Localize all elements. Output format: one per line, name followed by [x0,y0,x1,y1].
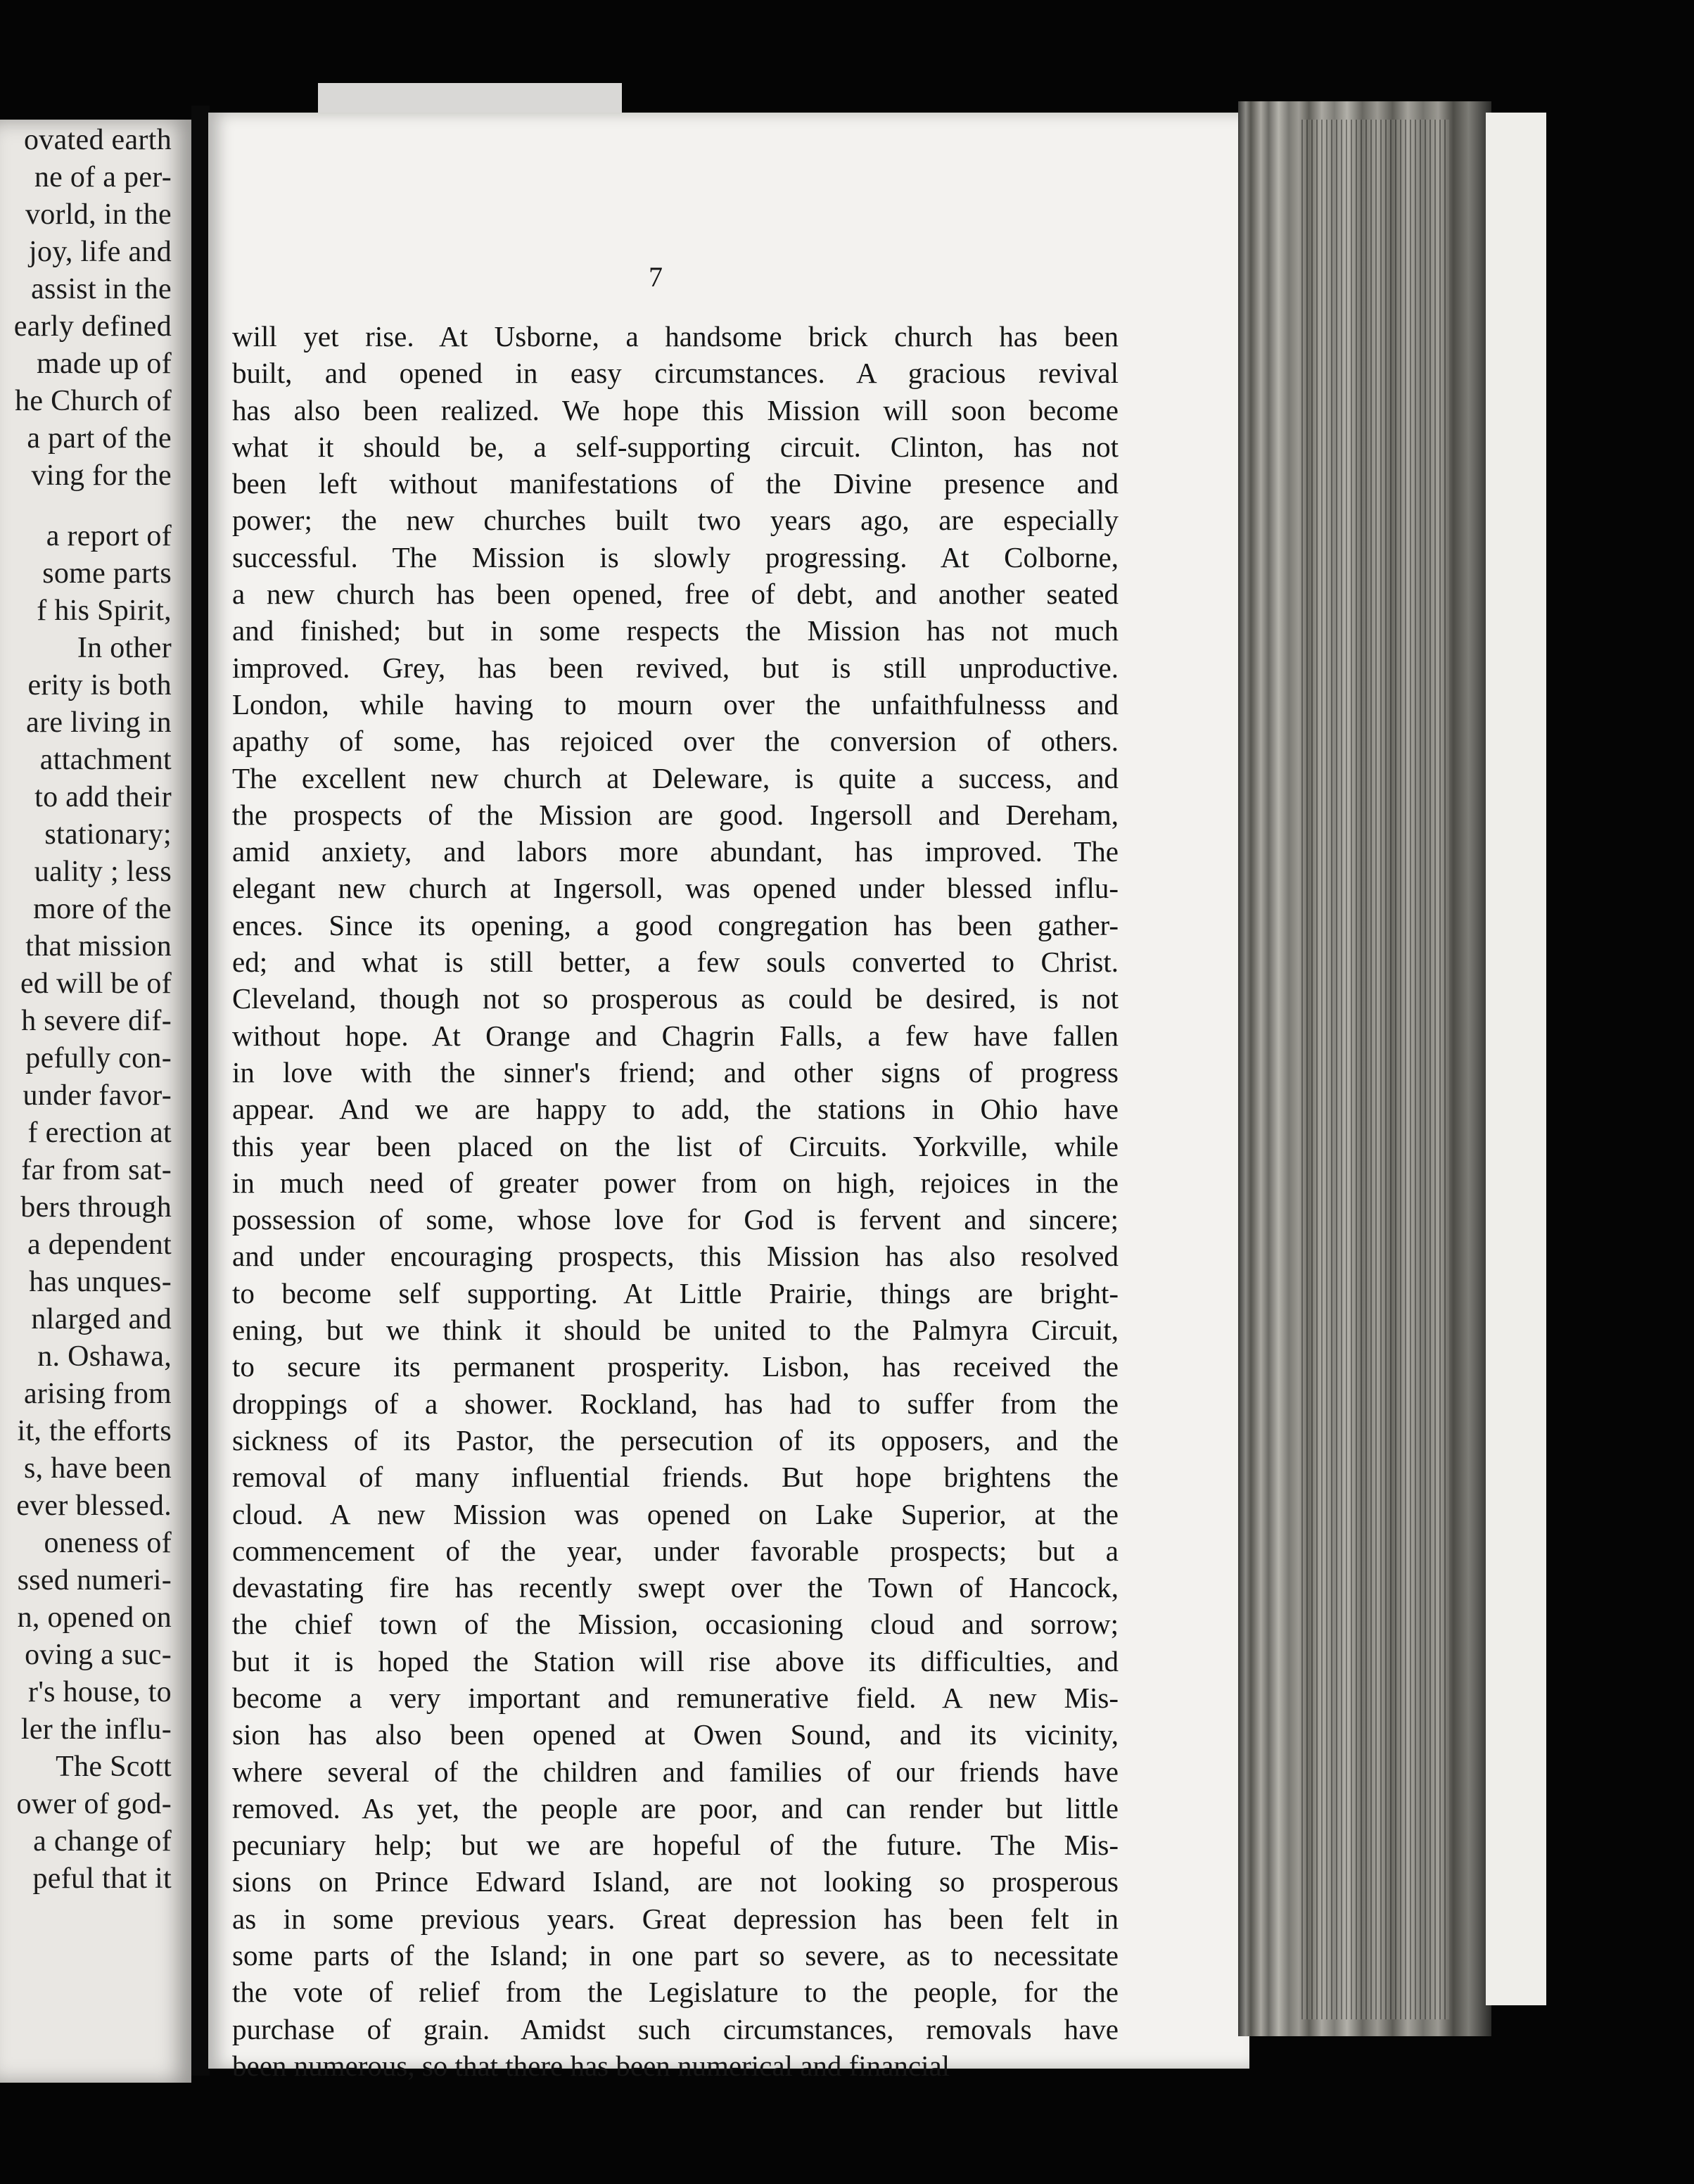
body-text-line: possession of some, whose love for God is fervent and sincere; [232,1203,1119,1236]
left-page-line: more of the [33,893,172,925]
left-page-line: n. Oshawa, [37,1340,172,1373]
body-text-line: sickness of its Pastor, the persecution of its opposers, and the [232,1423,1119,1456]
left-page-line: it, the efforts [17,1415,172,1447]
body-text-line: purchase of grain. Amidst such circumstances, removals have [232,2012,1119,2045]
body-text-line: the prospects of the Mission are good. Ingersoll and Dereham, [232,798,1119,831]
left-page-line: stationary; [44,818,172,851]
left-page-line: are living in [26,706,172,739]
body-text-line: removed. As yet, the people are poor, and can render but little [232,1791,1119,1824]
left-page-line: ovated earth [24,124,172,156]
left-page-line: ving for the [31,459,172,492]
body-text-line: in much need of greater power from on high, rejoices in the [232,1166,1119,1199]
left-page-line: nlarged and [31,1303,172,1335]
left-page-line: ne of a per- [34,161,172,193]
left-page-line: In other [77,632,172,664]
body-text-line: droppings of a shower. Rockland, has had to suffer from the [232,1387,1119,1420]
left-page-line: bers through [20,1191,172,1224]
left-page-line: has unques- [29,1266,172,1298]
body-text-line: elegant new church at Ingersoll, was opened under blessed influ- [232,872,1119,905]
left-page-line: pefully con- [25,1042,172,1074]
left-page-line: vorld, in the [25,198,172,231]
left-page-line: attachment [39,744,172,776]
left-facing-page [0,120,191,2083]
left-page-line: a change of [33,1825,172,1858]
body-text-line: The excellent new church at Deleware, is quite a success, and [232,761,1119,794]
body-text-line: to become self supporting. At Little Prairie, things are bright- [232,1276,1119,1309]
left-page-line: a report of [46,520,172,552]
left-page-line: under favor- [23,1079,172,1112]
left-page-line: that mission [25,930,172,963]
left-page-line: erity is both [27,669,172,701]
left-page-line: a part of the [27,422,172,455]
body-text-line: removal of many influential friends. But hope brightens the [232,1461,1119,1494]
body-text-line: but it is hoped the Station will rise above its difficulties, and [232,1644,1119,1677]
body-text-line: Cleveland, though not so prosperous as could be desired, is not [232,982,1119,1015]
page-edges-texture [1301,120,1449,2019]
body-text-line: apathy of some, has rejoiced over the conversion of others. [232,725,1119,758]
body-text-line: has also been realized. We hope this Mission will soon become [232,393,1119,426]
left-page-line: arising from [23,1378,172,1410]
left-page-line: uality ; less [34,856,172,888]
left-page-line: peful that it [32,1862,172,1895]
body-text-line: in love with the sinner's friend; and other signs of progress [232,1055,1119,1088]
body-text-line: as in some previous years. Great depression has been felt in [232,1902,1119,1935]
left-page-line: ed will be of [20,967,172,1000]
book-gutter [191,106,210,2076]
body-text-line: and under encouraging prospects, this Mission has also resolved [232,1240,1119,1273]
left-page-line: assist in the [31,273,172,305]
body-text-line: power; the new churches built two years ago, are especially [232,504,1119,537]
left-page-line: ever blessed. [16,1490,172,1522]
body-text-line: ening, but we think it should be united to the Palmyra Circuit, [232,1314,1119,1347]
body-text-line: sion has also been opened at Owen Sound, and its vicinity, [232,1718,1119,1751]
body-text-line: will yet rise. At Usborne, a handsome brick church has been [232,320,1119,353]
left-page-line: to add their [34,781,172,813]
body-text-line: the chief town of the Mission, occasioning cloud and sorrow; [232,1608,1119,1641]
body-text-line: the vote of relief from the Legislature to the people, for the [232,1976,1119,2009]
body-text-line: what it should be, a self-supporting circuit. Clinton, has not [232,430,1119,463]
left-page-line: made up of [37,348,172,380]
left-page-line: early defined [13,310,172,343]
body-text-line: and finished; but in some respects the Mission has not much [232,614,1119,647]
body-text [232,318,1119,2084]
left-page-line: he Church of [15,385,172,417]
left-page-line: far from sat- [21,1154,172,1186]
body-text-line: been left without manifestations of the Divine presence and [232,467,1119,500]
left-page-line: f his Spirit, [37,595,172,627]
back-cover-board [1486,113,1546,2005]
body-text-line: a new church has been opened, free of debt, and another seated [232,578,1119,611]
body-text-line: this year been placed on the list of Circuits. Yorkville, while [232,1129,1119,1162]
body-text-line: London, while having to mourn over the unfaithfulnesss and [232,687,1119,720]
body-text-line: to secure its permanent prosperity. Lisbon, has received the [232,1350,1119,1383]
body-text-line: ed; and what is still better, a few souls converted to Christ. [232,946,1119,979]
left-page-line: a dependent [27,1228,172,1261]
left-page-line: oving a suc- [25,1639,172,1671]
body-text-line: been numerous, so that there has been numerical and financial [232,2049,950,2082]
body-text-line: amid anxiety, and labors more abundant, has improved. The [232,835,1119,868]
left-page-line: some parts [42,557,172,590]
left-page-line: The Scott [56,1751,172,1783]
body-text-line: pecuniary help; but we are hopeful of the future. The Mis- [232,1829,1119,1862]
body-text-line: commencement of the year, under favorable prospects; but a [232,1534,1119,1567]
body-text-line: built, and opened in easy circumstances. A gracious revival [232,357,1119,390]
body-text-line: appear. And we are happy to add, the stations in Ohio have [232,1093,1119,1126]
body-text-line: some parts of the Island; in one part so severe, as to necessitate [232,1939,1119,1972]
left-page-line: ler the influ- [20,1713,172,1746]
body-text-line: sions on Prince Edward Island, are not looking so prosperous [232,1865,1119,1898]
left-page-line: f erection at [27,1117,172,1149]
left-page-line: h severe dif- [21,1005,172,1037]
body-text-line: ences. Since its opening, a good congregation has been gather- [232,908,1119,941]
page-tab-strip [318,83,622,117]
left-page-line: r's house, to [28,1676,172,1708]
body-text-line: improved. Grey, has been revived, but is still unproductive. [232,651,1119,684]
left-page-line: s, have been [23,1452,172,1485]
left-page-line: oneness of [44,1527,172,1559]
left-page-line: joy, life and [29,236,172,268]
body-text-line: devastating fire has recently swept over the Town of Hancock, [232,1571,1119,1604]
body-text-line: without hope. At Orange and Chagrin Falls, a few have fallen [232,1019,1119,1052]
body-text-line: successful. The Mission is slowly progressing. At Colborne, [232,540,1119,573]
body-text-line: become a very important and remunerative field. A new Mis- [232,1681,1119,1714]
left-page-line: n, opened on [17,1601,172,1634]
left-page-line: ssed numeri- [17,1564,172,1596]
body-text-line: where several of the children and families of our friends have [232,1755,1119,1788]
left-page-line: ower of god- [16,1788,172,1820]
page-number: 7 [649,261,663,293]
body-text-line: cloud. A new Mission was opened on Lake Superior, at the [232,1497,1119,1530]
